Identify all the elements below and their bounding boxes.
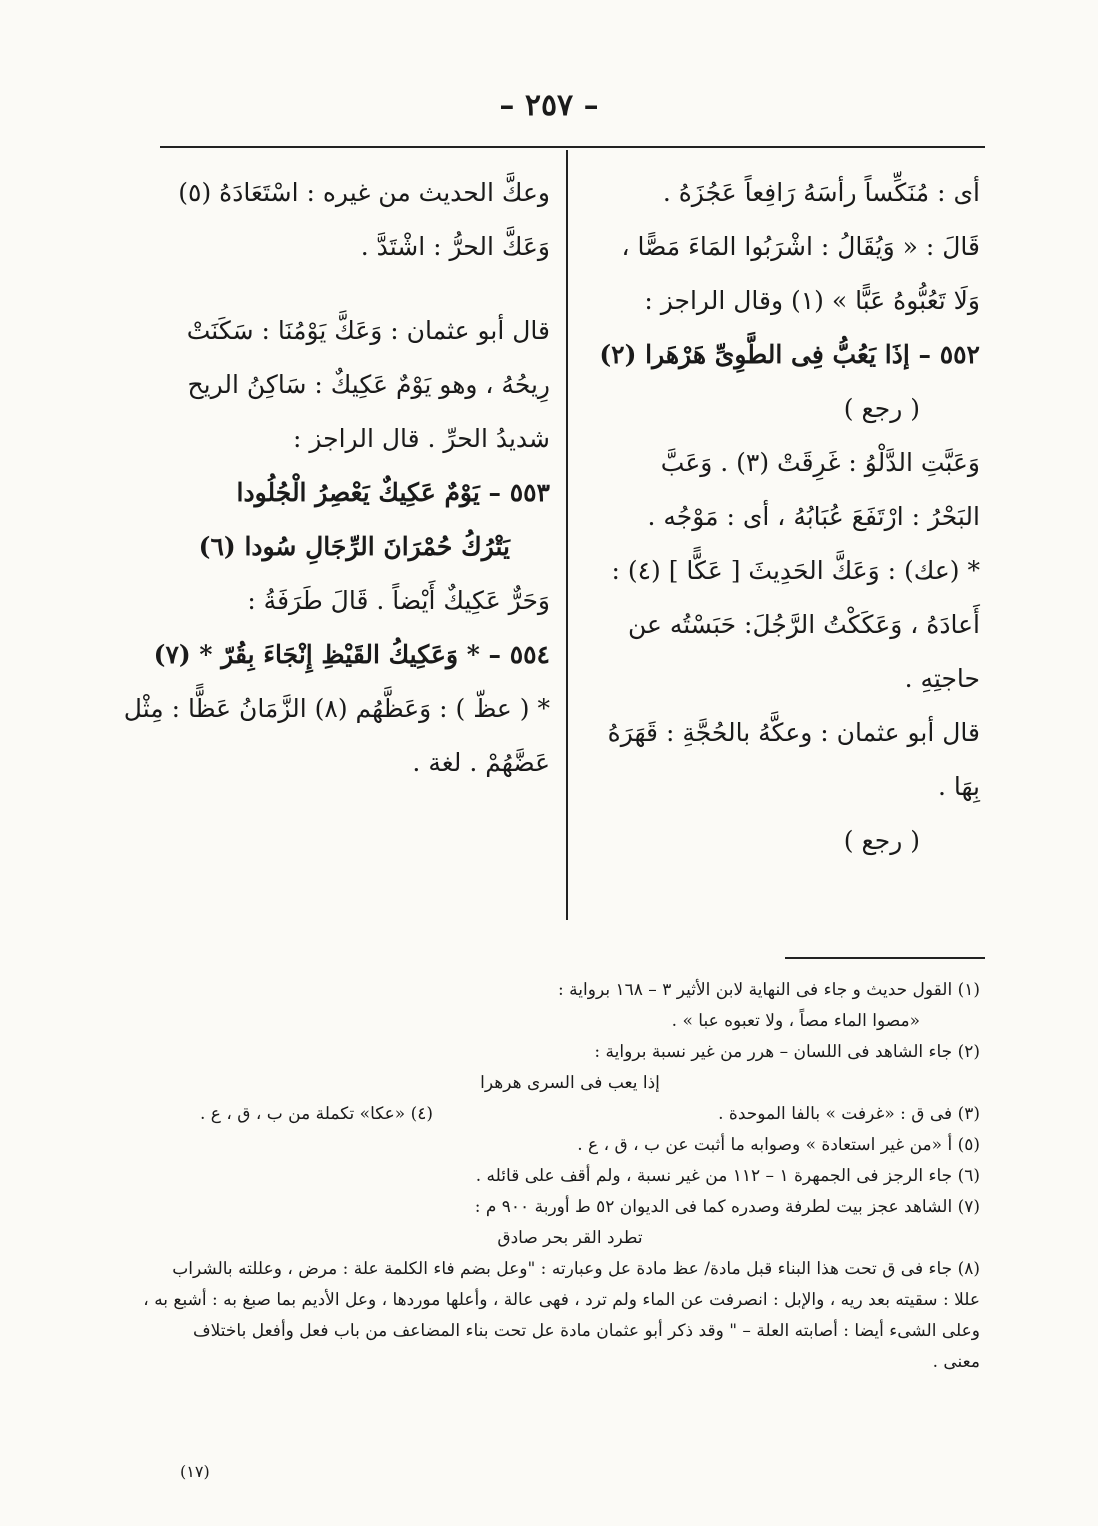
column-divider	[566, 150, 568, 920]
left-column-line: رِيحُهُ ، وهو يَوْمٌ عَكِيكٌ : سَاكِنُ الريح	[187, 369, 550, 399]
left-column-line: ٥٥٣ – يَوْمٌ عَكِيكٌ يَعْصِرُ الْجُلُودا	[236, 477, 550, 507]
right-column-line: أَعادَهُ ، وَعَكَكْتُ الرَّجُلَ: حَبَسْتُه عن	[627, 609, 980, 639]
left-column-line: عَضَّهُمْ . لغة .	[412, 747, 550, 777]
footnote-part: (٣) فى ق : «غرفت » بالفا الموحدة .	[718, 1104, 980, 1124]
footnote: (٨) جاء فى ق تحت هذا البناء قبل مادة/ عظ مادة عل وعبارته : "وعل بضم فاء الكلمة علة : مرض ، وعللته بالشراب	[172, 1259, 980, 1279]
footnote: (٢) جاء الشاهد فى اللسان – هرر من غير نسبة برواية :	[594, 1042, 980, 1062]
footnotes	[143, 975, 980, 1378]
left-column-line: قال أبو عثمان : وَعَكَّ يَوْمُنَا : سَكَنَتْ	[186, 315, 550, 345]
right-column-line: قال أبو عثمان : وعكَّهُ بالحُجَّةِ : قَهَرَهُ	[607, 717, 980, 747]
signature-mark: (١٧)	[180, 1462, 210, 1481]
right-column-line: وَعَبَّتِ الدَّلْوُ : غَرِقَتْ (٣) . وَعَبَّ	[660, 447, 980, 477]
footnote-rule	[785, 957, 985, 959]
footnote: عللا : سقيته بعد ريه ، والإبل : انصرفت عن الماء ولم ترد ، فهى عالة ، وأعلها موردها ، وعل الأديم بما صبغ به : أشبع به ،	[143, 1290, 980, 1310]
right-column-line: ( رجع )	[843, 393, 920, 423]
footnote: تطرد القر بحر صادق	[497, 1228, 643, 1248]
left-column-line	[160, 273, 550, 303]
right-column	[590, 165, 980, 867]
left-column-line: وَحَرٌّ عَكِيكٌ أَيْضاً . قَالَ طَرَفَةُ :	[247, 585, 550, 615]
footnote: معنى .	[932, 1352, 980, 1372]
page-number: – ٢٥٧ –	[499, 88, 599, 123]
right-column-line: وَلَا تَعُبُّوهُ عَبًّا » (١) وقال الراجز :	[644, 285, 980, 315]
left-column-line: ٥٥٤ – * وَعَكِيكُ القَيْظِ إِنْجَاءَ بِقُرّ * (٧)	[153, 639, 550, 669]
right-column-line: بِهَا .	[938, 771, 980, 801]
left-column-line: شديدُ الحرِّ . قال الراجز :	[292, 423, 550, 453]
left-column-line: وَعَكَّ الحرُّ : اشْتَدَّ .	[360, 231, 550, 261]
footnote: إذا يعب فى السرى هرهرا	[480, 1073, 660, 1093]
right-column-line: البَحْرُ : ارْتَفَعَ عُبَابُهُ ، أى : مَوْجُه .	[647, 501, 980, 531]
right-column-line: ( رجع )	[843, 825, 920, 855]
footnote	[160, 1099, 980, 1130]
right-column-line: ٥٥٢ – إذَا يَعُبُّ فِى الطَّوِىِّ هَرْهَرا (٢)	[599, 339, 980, 369]
footnote: وعلى الشىء أيضا : أصابته العلة – " وقد ذكر أبو عثمان مادة عل تحت بناء المضاعف من باب فعل وأفعل باختلاف	[193, 1321, 980, 1341]
footnote: (١) القول حديث و جاء فى النهاية لابن الأثير ٣ – ١٦٨ برواية :	[558, 980, 980, 1000]
footnote: (٥) أ «من غير استعادة » وصوابه ما أثبت عن ب ، ق ، ع .	[577, 1135, 980, 1155]
footnote: (٧) الشاهد عجز بيت لطرفة وصدره كما فى الديوان ٥٢ ط أوربة ٩٠٠ م :	[474, 1197, 980, 1217]
footnote: «مصوا الماء مصاً ، ولا تعبوه عبا » .	[671, 1011, 920, 1031]
header-rule	[160, 146, 985, 148]
left-column-line: يَتْرُكُ حُمْرَانَ الرِّجَالِ سُودا (٦)	[198, 531, 510, 561]
left-column-line: * ( عظّ ) : وَعَظَّهُم (٨) الزَّمَانُ عَظًّا : مِثْل	[123, 693, 550, 723]
left-column	[123, 165, 550, 789]
footnote-part: (٤) «عكا» تكملة من ب ، ق ، ع .	[200, 1104, 434, 1124]
footnote: (٦) جاء الرجز فى الجمهرة ١ – ١١٢ من غير نسبة ، ولم أقف على قائله .	[475, 1166, 980, 1186]
right-column-line: * (عك) : وَعَكَّ الحَدِيثَ [ عَكًّا ] (٤) :	[611, 555, 980, 585]
right-column-line: قَالَ : « وَيُقَالُ : اشْرَبُوا المَاءَ مَصًّا ،	[621, 231, 980, 261]
left-column-line: وعكَّ الحديث من غيره : اسْتَعَادَهُ (٥)	[178, 177, 550, 207]
right-column-line: حاجتِهِ .	[904, 663, 980, 693]
right-column-line: أى : مُنَكِّساً رأسَهُ رَافِعاً عَجُزَهُ .	[662, 177, 980, 207]
